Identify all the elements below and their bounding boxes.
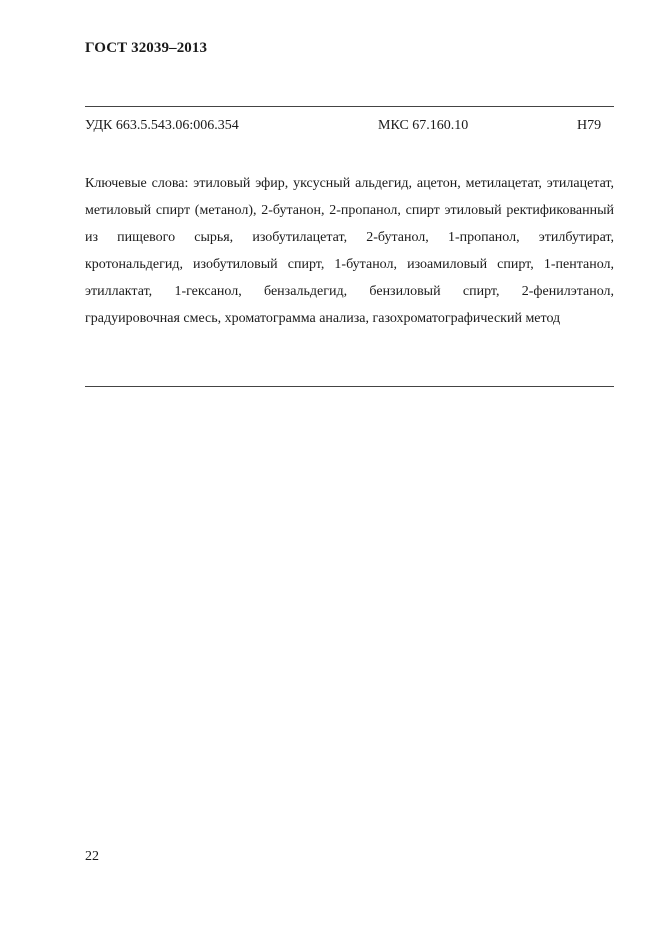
page-number: 22 <box>85 849 99 864</box>
mks-code: МКС 67.160.10 <box>378 118 469 133</box>
bottom-divider <box>85 386 614 387</box>
udk-code: УДК 663.5.543.06:006.354 <box>85 118 239 133</box>
keywords-paragraph: Ключевые слова: этиловый эфир, уксусный альдегид, ацетон, метилацетат, этилацетат, метиловый спирт (метанол), 2-бутанон, 2-пропанол, спирт этиловый ректификованный из пищевого сырья, изобутилацетат, 2-бутанол, 1-пропанол, этилбутират, кротональдегид, изобутиловый спирт, 1-бутанол, изоамиловый спирт, 1-пентанол, этиллактат, 1-гексанол, бензальдегид, бензиловый спирт, 2-фенилэтанол, градуировочная смесь, хроматограмма анализа, газохроматографический метод <box>85 176 614 326</box>
okp-code: Н79 <box>577 118 602 133</box>
top-divider <box>85 106 614 107</box>
standard-title: ГОСТ 32039–2013 <box>85 40 208 56</box>
